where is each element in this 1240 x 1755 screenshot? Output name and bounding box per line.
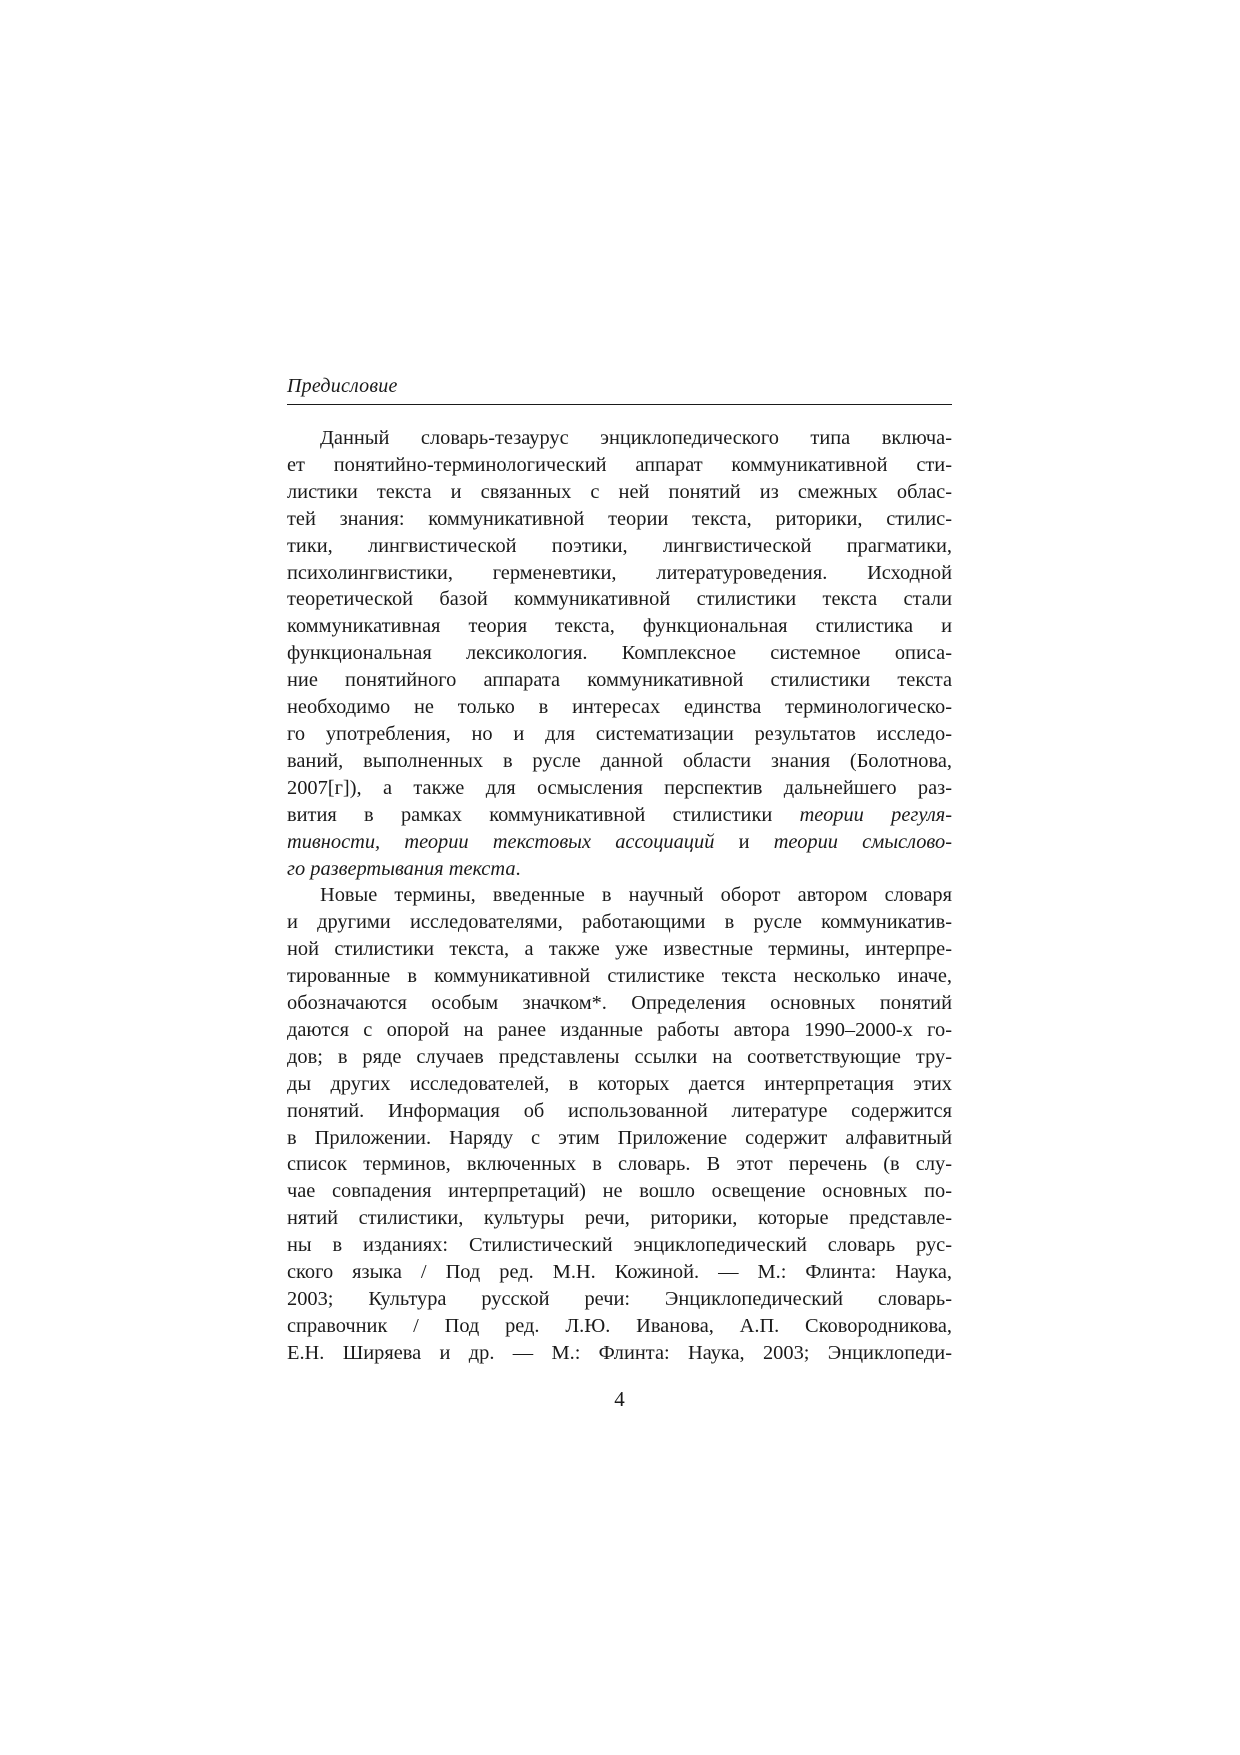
text-line: функциональная лексикология. Комплексное системное описа- [287, 642, 952, 665]
main-text [287, 425, 952, 1367]
page-number: 4 [614, 1387, 625, 1411]
text-line: тированные в коммуникативной стилистике текста несколько иначе, [287, 965, 952, 988]
text-line: чае совпадения интерпретаций) не вошло освещение основных по- [287, 1180, 952, 1203]
text-line: и другими исследователями, работающими в русле коммуникатив- [287, 911, 952, 934]
text-run: и [714, 830, 774, 853]
text-line: ной стилистики текста, а также уже известные термины, интерпре- [287, 938, 952, 961]
text-line: ды других исследователей, в которых дается интерпретация этих [287, 1072, 952, 1095]
text-line: обозначаются особым значком*. Определения основных понятий [287, 992, 952, 1015]
text-run: вития в рамках коммуникативной стилистики [287, 803, 800, 826]
text-line: листики текста и связанных с ней понятий из смежных облас- [287, 480, 952, 503]
italic-term: теории регуля- [799, 803, 953, 826]
text-line: справочник / Под ред. Л.Ю. Иванова, А.П. Сковородникова, [287, 1314, 952, 1337]
text-line: в Приложении. Наряду с этим Приложение содержит алфавитный [287, 1126, 952, 1149]
page-body [287, 374, 953, 1411]
text-line [287, 802, 952, 829]
text-line [287, 856, 952, 883]
text-line: Данный словарь-тезаурус энциклопедического типа включа- [320, 427, 952, 449]
text-line: 2003; Культура русской речи: Энциклопедический словарь- [287, 1288, 952, 1310]
text-line: ваний, выполненных в русле данной области знания (Болотнова, [287, 749, 952, 772]
text-line: Новые термины, введенные в научный оборот автором словаря [320, 884, 952, 907]
paragraph-2 [287, 882, 952, 1366]
running-head: Предисловие [287, 375, 398, 397]
text-line: 2007[г]), а также для осмысления перспектив дальнейшего раз- [287, 776, 952, 799]
text-line: го употребления, но и для систематизации результатов исследо- [287, 722, 952, 745]
text-run: . [515, 857, 521, 880]
italic-term: тивности, теории текстовых ассоциаций [287, 830, 715, 853]
text-line: тей знания: коммуникативной теории текста, риторики, стилис- [287, 507, 952, 530]
text-line: ны в изданиях: Стилистический энциклопедический словарь рус- [287, 1234, 952, 1257]
text-line: дов; в ряде случаев представлены ссылки на соответствующие тру- [287, 1045, 952, 1068]
paragraph-1 [287, 425, 952, 882]
text-line: нятий стилистики, культуры речи, риторики, которые представле- [287, 1207, 952, 1230]
text-line: психолингвистики, герменевтики, литературоведения. Исходной [287, 561, 952, 584]
text-line: тики, лингвистической поэтики, лингвистической прагматики, [287, 534, 952, 557]
text-line: даются с опорой на ранее изданные работы автора 1990–2000-х го- [287, 1018, 952, 1041]
text-line: список терминов, включенных в словарь. В этот перечень (в слу- [287, 1153, 952, 1176]
text-line: ского языка / Под ред. М.Н. Кожиной. — М.: Флинта: Наука, [287, 1261, 952, 1284]
text-line: ет понятийно-терминологический аппарат коммуникативной сти- [287, 453, 952, 476]
italic-term: теории смыслово- [773, 830, 952, 853]
text-line: Е.Н. Ширяева и др. — М.: Флинта: Наука, 2003; Энциклопеди- [287, 1341, 952, 1364]
text-line [287, 829, 952, 856]
text-line: понятий. Информация об использованной литературе содержится [287, 1099, 952, 1122]
text-line: теоретической базой коммуникативной стилистики текста стали [287, 588, 952, 611]
text-line: ние понятийного аппарата коммуникативной стилистики текста [287, 669, 952, 692]
text-line: необходимо не только в интересах единства терминологическо- [287, 696, 952, 719]
italic-term: го развертывания текста [287, 857, 516, 880]
header-rule [287, 404, 952, 405]
text-line: коммуникативная теория текста, функциональная стилистика и [287, 615, 952, 638]
